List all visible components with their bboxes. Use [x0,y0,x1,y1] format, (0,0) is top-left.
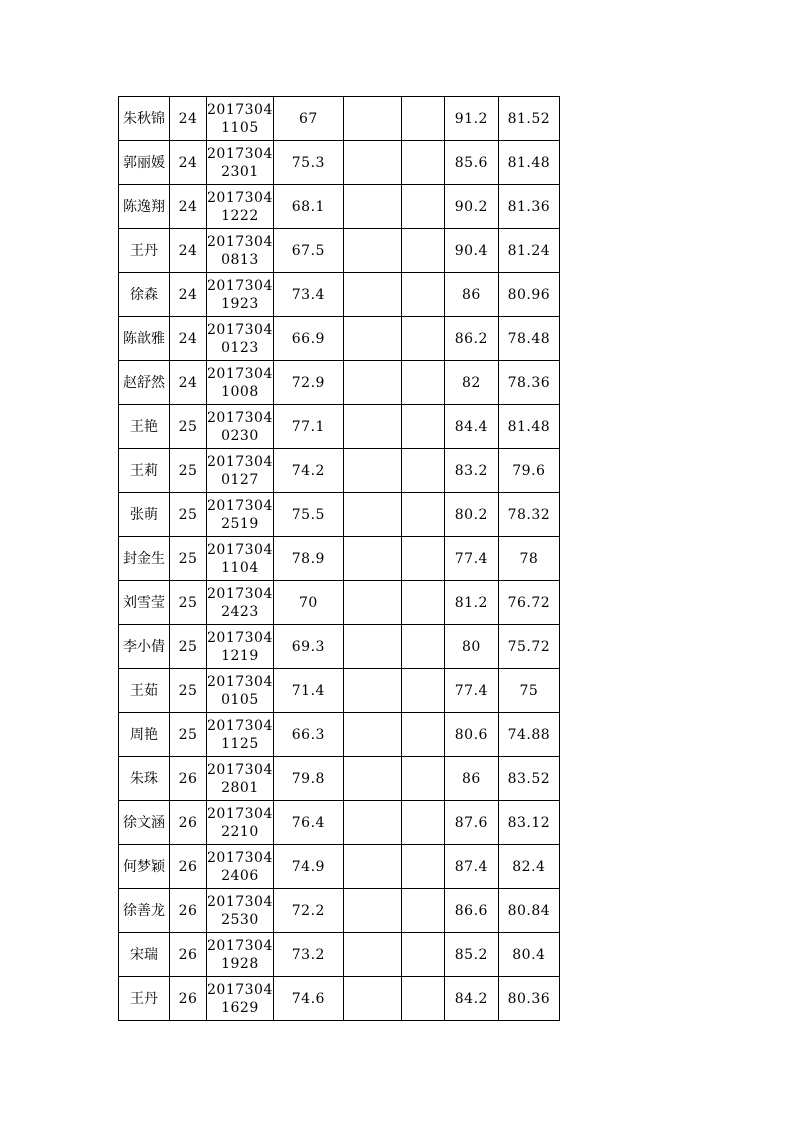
candidate-name-cell: 王艳 [119,405,170,449]
blank-cell [343,801,401,845]
written-score-cell: 74.9 [273,845,343,889]
exam-id-cell [207,449,274,493]
total-score-cell: 74.88 [498,713,559,757]
total-score-cell: 82.4 [498,845,559,889]
candidate-name-cell: 朱珠 [119,757,170,801]
group-number-cell: 26 [170,933,207,977]
group-number-cell: 25 [170,625,207,669]
total-score-cell: 78.36 [498,361,559,405]
exam-id-line-2: 2519 [221,515,259,532]
blank-cell [343,625,401,669]
score-table [118,96,560,1021]
exam-id-line-1: 2017304 [207,717,273,734]
exam-id-line-1: 2017304 [207,937,273,954]
exam-id-cell [207,801,274,845]
table-row [119,229,560,273]
blank-cell [401,141,444,185]
blank-cell [343,449,401,493]
group-number-cell: 24 [170,229,207,273]
interview-score-cell: 86.6 [444,889,498,933]
interview-score-cell: 86 [444,757,498,801]
exam-id-line-1: 2017304 [207,101,273,118]
blank-cell [343,845,401,889]
exam-id-line-1: 2017304 [207,453,273,470]
exam-id-line-1: 2017304 [207,541,273,558]
group-number-cell: 25 [170,581,207,625]
blank-cell [401,889,444,933]
exam-id-line-1: 2017304 [207,497,273,514]
interview-score-cell: 80 [444,625,498,669]
exam-id-line-1: 2017304 [207,761,273,778]
exam-id-cell [207,361,274,405]
exam-id-line-2: 0123 [221,339,259,356]
interview-score-cell: 77.4 [444,669,498,713]
candidate-name-cell: 赵舒然 [119,361,170,405]
written-score-cell: 72.2 [273,889,343,933]
group-number-cell: 26 [170,845,207,889]
exam-id-line-1: 2017304 [207,981,273,998]
exam-id-line-2: 1125 [221,735,259,752]
written-score-cell: 74.6 [273,977,343,1021]
exam-id-line-2: 2801 [221,779,259,796]
exam-id-line-1: 2017304 [207,893,273,910]
exam-id-line-1: 2017304 [207,365,273,382]
exam-id-line-2: 1105 [221,119,259,136]
candidate-name-cell: 陈歆雅 [119,317,170,361]
blank-cell [343,141,401,185]
exam-id-line-2: 2423 [221,603,259,620]
exam-id-cell [207,977,274,1021]
total-score-cell: 80.36 [498,977,559,1021]
total-score-cell: 83.52 [498,757,559,801]
table-row [119,713,560,757]
interview-score-cell: 84.2 [444,977,498,1021]
blank-cell [343,361,401,405]
interview-score-cell: 90.4 [444,229,498,273]
blank-cell [401,317,444,361]
total-score-cell: 81.48 [498,141,559,185]
table-row [119,317,560,361]
exam-id-line-2: 1629 [221,999,259,1016]
blank-cell [343,493,401,537]
exam-id-cell [207,889,274,933]
interview-score-cell: 80.2 [444,493,498,537]
exam-id-line-2: 2530 [221,911,259,928]
blank-cell [343,933,401,977]
exam-id-cell [207,141,274,185]
blank-cell [343,317,401,361]
group-number-cell: 24 [170,317,207,361]
group-number-cell: 24 [170,361,207,405]
candidate-name-cell: 李小倩 [119,625,170,669]
table-row [119,757,560,801]
total-score-cell: 75 [498,669,559,713]
table-row [119,449,560,493]
blank-cell [343,669,401,713]
total-score-cell: 81.36 [498,185,559,229]
exam-id-line-1: 2017304 [207,277,273,294]
table-row [119,405,560,449]
blank-cell [343,713,401,757]
written-score-cell: 76.4 [273,801,343,845]
exam-id-line-2: 1104 [221,559,259,576]
candidate-name-cell: 徐森 [119,273,170,317]
blank-cell [401,669,444,713]
total-score-cell: 75.72 [498,625,559,669]
group-number-cell: 26 [170,889,207,933]
candidate-name-cell: 陈逸翔 [119,185,170,229]
interview-score-cell: 83.2 [444,449,498,493]
written-score-cell: 69.3 [273,625,343,669]
blank-cell [401,493,444,537]
blank-cell [343,537,401,581]
exam-id-line-2: 1222 [221,207,259,224]
total-score-cell: 80.96 [498,273,559,317]
blank-cell [343,977,401,1021]
written-score-cell: 71.4 [273,669,343,713]
written-score-cell: 77.1 [273,405,343,449]
written-score-cell: 73.2 [273,933,343,977]
exam-id-line-1: 2017304 [207,233,273,250]
group-number-cell: 24 [170,141,207,185]
exam-id-cell [207,845,274,889]
exam-id-line-1: 2017304 [207,805,273,822]
group-number-cell: 24 [170,185,207,229]
written-score-cell: 79.8 [273,757,343,801]
written-score-cell: 75.3 [273,141,343,185]
written-score-cell: 67.5 [273,229,343,273]
written-score-cell: 73.4 [273,273,343,317]
written-score-cell: 72.9 [273,361,343,405]
candidate-name-cell: 王莉 [119,449,170,493]
group-number-cell: 24 [170,273,207,317]
blank-cell [401,801,444,845]
blank-cell [343,97,401,141]
written-score-cell: 68.1 [273,185,343,229]
exam-id-cell [207,185,274,229]
group-number-cell: 26 [170,801,207,845]
exam-id-cell [207,669,274,713]
interview-score-cell: 87.6 [444,801,498,845]
total-score-cell: 81.48 [498,405,559,449]
exam-id-line-1: 2017304 [207,849,273,866]
candidate-name-cell: 封金生 [119,537,170,581]
table-row [119,669,560,713]
candidate-name-cell: 周艳 [119,713,170,757]
exam-id-line-2: 0230 [221,427,259,444]
candidate-name-cell: 王丹 [119,977,170,1021]
blank-cell [343,273,401,317]
exam-id-line-2: 0813 [221,251,259,268]
exam-id-line-2: 2210 [221,823,259,840]
total-score-cell: 78 [498,537,559,581]
exam-id-line-1: 2017304 [207,673,273,690]
written-score-cell: 66.3 [273,713,343,757]
candidate-name-cell: 刘雪莹 [119,581,170,625]
exam-id-cell [207,229,274,273]
blank-cell [343,757,401,801]
written-score-cell: 75.5 [273,493,343,537]
exam-id-line-2: 0105 [221,691,259,708]
candidate-name-cell: 徐善龙 [119,889,170,933]
exam-id-cell [207,97,274,141]
exam-id-cell [207,933,274,977]
table-row [119,801,560,845]
interview-score-cell: 77.4 [444,537,498,581]
exam-id-line-1: 2017304 [207,189,273,206]
written-score-cell: 67 [273,97,343,141]
total-score-cell: 76.72 [498,581,559,625]
exam-id-cell [207,713,274,757]
table-row [119,845,560,889]
group-number-cell: 25 [170,449,207,493]
candidate-name-cell: 徐文涵 [119,801,170,845]
group-number-cell: 25 [170,493,207,537]
group-number-cell: 25 [170,537,207,581]
interview-score-cell: 85.6 [444,141,498,185]
exam-id-line-2: 1219 [221,647,259,664]
interview-score-cell: 82 [444,361,498,405]
group-number-cell: 26 [170,757,207,801]
interview-score-cell: 86 [444,273,498,317]
total-score-cell: 78.32 [498,493,559,537]
table-row [119,581,560,625]
exam-id-cell [207,273,274,317]
total-score-cell: 81.24 [498,229,559,273]
exam-id-line-1: 2017304 [207,629,273,646]
table-row [119,185,560,229]
table-row [119,97,560,141]
blank-cell [401,97,444,141]
exam-id-line-2: 0127 [221,471,259,488]
interview-score-cell: 80.6 [444,713,498,757]
group-number-cell: 25 [170,405,207,449]
total-score-cell: 80.4 [498,933,559,977]
total-score-cell: 79.6 [498,449,559,493]
blank-cell [401,185,444,229]
written-score-cell: 70 [273,581,343,625]
table-row [119,625,560,669]
total-score-cell: 81.52 [498,97,559,141]
exam-id-line-1: 2017304 [207,145,273,162]
blank-cell [401,757,444,801]
exam-id-line-2: 1928 [221,955,259,972]
candidate-name-cell: 王茹 [119,669,170,713]
table-row [119,889,560,933]
interview-score-cell: 81.2 [444,581,498,625]
table-row [119,933,560,977]
table-row [119,141,560,185]
candidate-name-cell: 何梦颖 [119,845,170,889]
blank-cell [401,845,444,889]
candidate-name-cell: 朱秋锦 [119,97,170,141]
group-number-cell: 26 [170,977,207,1021]
interview-score-cell: 87.4 [444,845,498,889]
exam-id-cell [207,581,274,625]
total-score-cell: 80.84 [498,889,559,933]
table-row [119,273,560,317]
blank-cell [401,625,444,669]
blank-cell [401,713,444,757]
candidate-name-cell: 张萌 [119,493,170,537]
candidate-name-cell: 郭丽媛 [119,141,170,185]
written-score-cell: 78.9 [273,537,343,581]
exam-id-line-2: 2406 [221,867,259,884]
interview-score-cell: 90.2 [444,185,498,229]
candidate-name-cell: 王丹 [119,229,170,273]
table-row [119,493,560,537]
blank-cell [401,229,444,273]
exam-id-line-1: 2017304 [207,585,273,602]
blank-cell [343,405,401,449]
group-number-cell: 24 [170,97,207,141]
total-score-cell: 83.12 [498,801,559,845]
exam-id-cell [207,317,274,361]
blank-cell [343,581,401,625]
group-number-cell: 25 [170,713,207,757]
exam-id-cell [207,757,274,801]
blank-cell [343,185,401,229]
candidate-name-cell: 宋瑞 [119,933,170,977]
table-row [119,977,560,1021]
exam-id-line-2: 1923 [221,295,259,312]
blank-cell [401,405,444,449]
blank-cell [401,361,444,405]
blank-cell [401,537,444,581]
exam-id-line-1: 2017304 [207,409,273,426]
blank-cell [401,273,444,317]
table-row [119,361,560,405]
blank-cell [401,581,444,625]
written-score-cell: 66.9 [273,317,343,361]
written-score-cell: 74.2 [273,449,343,493]
blank-cell [401,449,444,493]
total-score-cell: 78.48 [498,317,559,361]
interview-score-cell: 85.2 [444,933,498,977]
blank-cell [343,889,401,933]
exam-id-cell [207,625,274,669]
blank-cell [401,933,444,977]
exam-id-cell [207,405,274,449]
exam-id-line-2: 1008 [221,383,259,400]
group-number-cell: 25 [170,669,207,713]
interview-score-cell: 91.2 [444,97,498,141]
interview-score-cell: 84.4 [444,405,498,449]
blank-cell [343,229,401,273]
exam-id-line-2: 2301 [221,163,259,180]
table-row [119,537,560,581]
exam-id-cell [207,493,274,537]
exam-id-cell [207,537,274,581]
interview-score-cell: 86.2 [444,317,498,361]
exam-id-line-1: 2017304 [207,321,273,338]
blank-cell [401,977,444,1021]
score-table-body [119,97,560,1021]
